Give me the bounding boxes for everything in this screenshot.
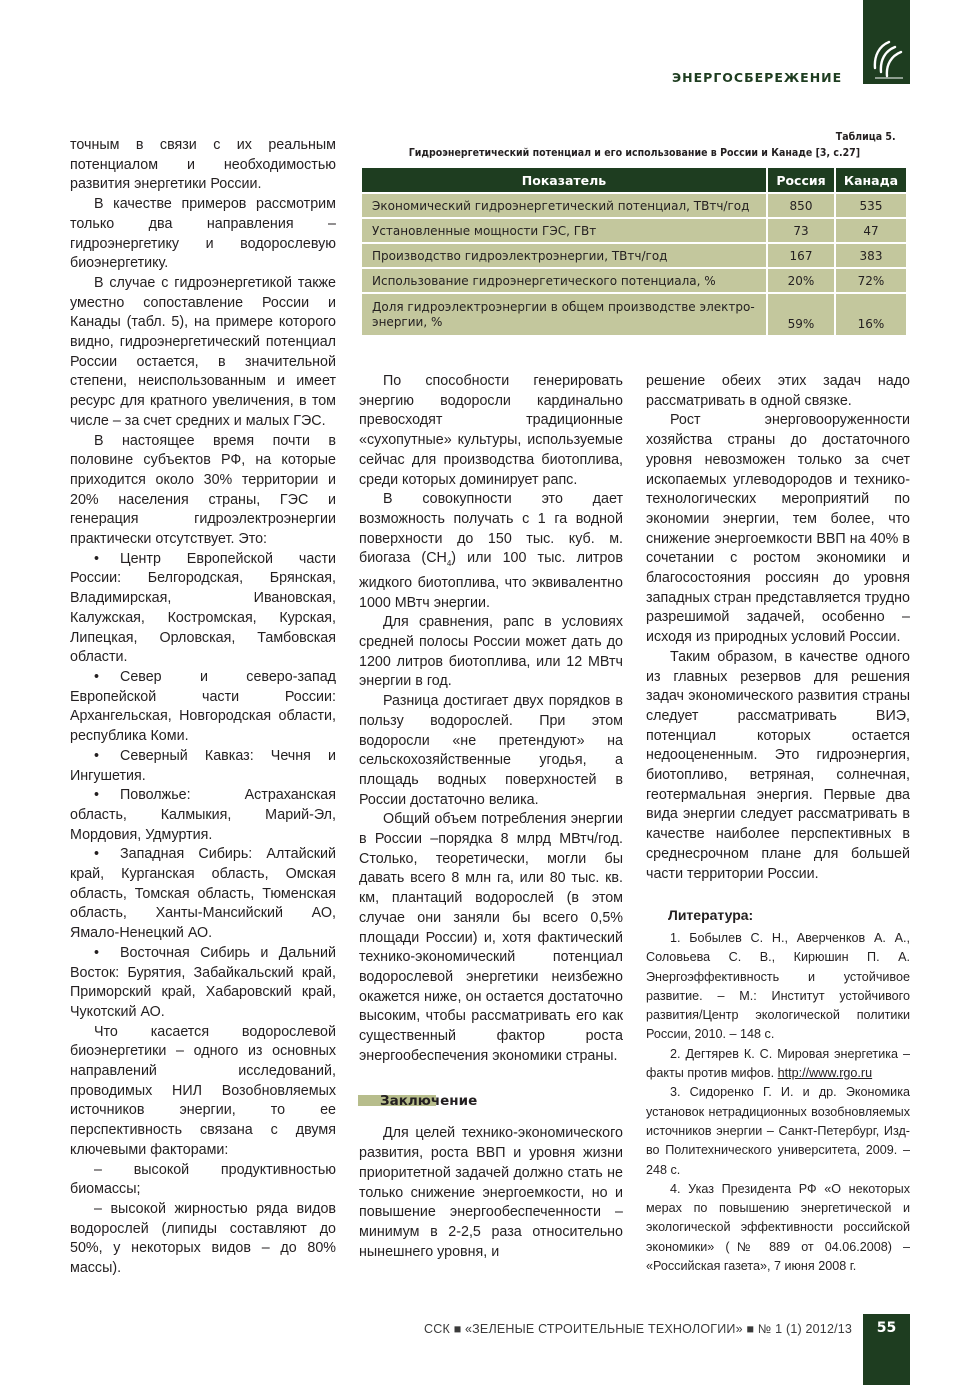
paragraph: – высокой жирностью ряда видов водорослей (липиды составляют до 50%, у некоторых видов – до 80% массы). xyxy=(70,1200,336,1277)
column-left xyxy=(70,136,336,1279)
cell-canada: 47 xyxy=(835,218,907,243)
table-row xyxy=(361,268,907,293)
table-title: Гидроэнергетический потенциал и его использование в России и Канаде [3, с.27] xyxy=(408,146,860,159)
column-header-indicator: Показатель xyxy=(361,167,767,193)
table-row xyxy=(361,193,907,218)
table-row xyxy=(361,243,907,268)
data-table xyxy=(360,166,908,337)
bullet-icon: • xyxy=(94,550,100,567)
table-number: Таблица 5. xyxy=(836,130,896,143)
bullet-icon: • xyxy=(94,747,100,764)
cell-russia: 20% xyxy=(767,268,835,293)
column-header-canada: Канада xyxy=(835,167,907,193)
paragraph: Для сравнения, рапс в условиях средней полосы России может дать до 1200 литров биотоплива, или 12 МВтч энергии в год. xyxy=(359,614,623,690)
bullet-item: • Север и северо-запад Европейской части России: Архангельская, Новгородская области, республика Коми. xyxy=(70,668,336,745)
paragraph: точным в связи с их реальным потенциалом и необходимостью развития энергетики России. xyxy=(70,137,336,193)
cell-indicator: Производство гидроэлектроэнергии, ТВтч/год xyxy=(361,243,767,268)
bullet-item: • Центр Европейской части России: Белгородская, Брянская, Владимирская, Ивановская, Калужская, Костромская, Курская, Липецкая, Орловская, Тамбовская области. xyxy=(70,550,336,666)
page-number: 55 xyxy=(876,1320,897,1336)
cell-canada: 16% xyxy=(835,293,907,336)
cell-russia: 167 xyxy=(767,243,835,268)
cell-russia: 73 xyxy=(767,218,835,243)
paragraph: Для целей технико-экономического развития, роста ВВП и уровня жизни приоритетной задачей должно стать не только снижение энергоемкости, но и повышение энергообеспеченности – минимум в 2-2,5 раза относительно нынешнего уровня, и xyxy=(359,1125,623,1260)
reference-item: 2. Дегтярев К. С. Мировая энергетика – факты против мифов. http://www.rgo.ru xyxy=(646,1046,910,1081)
bullet-item: • Восточная Сибирь и Дальний Восток: Бурятия, Забайкальский край, Приморский край, Хабаровский край, Чукотский АО. xyxy=(70,944,336,1020)
cell-canada: 383 xyxy=(835,243,907,268)
column-middle xyxy=(359,372,623,1262)
paragraph: В настоящее время почти в половине субъектов РФ, на которые приходится около 30% территории и 20% населения страны, ГЭС и генерация гидроэлектроэнергии практически отсутствует. Это: xyxy=(70,432,336,548)
paragraph: – высокой продуктивностью биомассы; xyxy=(70,1161,336,1198)
table-row xyxy=(361,218,907,243)
footer-journal-info: ССК ■ «ЗЕЛЕНЫЕ СТРОИТЕЛЬНЫЕ ТЕХНОЛОГИИ» ■ № 1 (1) 2012/13 xyxy=(424,1322,853,1336)
paragraph: решение обеих этих задач надо рассматривать в одной связке. xyxy=(646,373,910,409)
bullet-icon: • xyxy=(94,668,100,685)
bullet-item: • Северный Кавказ: Чечня и Ингушетия. xyxy=(70,747,336,784)
cell-canada: 535 xyxy=(835,193,907,218)
cell-indicator: Установленные мощности ГЭС, ГВт xyxy=(361,218,767,243)
paragraph: Рост энерговооруженности хозяйства страны до достаточного уровня невозможен только за счет ископаемых углеводородов и технико-технологических мероприятий по экономии энергии, тем более, что снижение энергоемкости ВВП на 40% в сочетании с ростом экономики и благосостояния россиян до уровня западных стран представляется трудно разрешимой задачей, особенно – исходя из природных условий России. xyxy=(646,412,910,646)
paragraph: Общий объем потребления энергии в России –порядка 8 млрд МВтч/год. Столько, теоретически, могли бы давать всего 8 млн га, или 80 тыс. кв. км, плантаций водорослей (в этом случае они заняли бы всего 0,5% площади России) и, хотя фактический технико-экономический потенциал водорослевой энергетики неизбежно окажется ниже, он остается достаточно высоким, чтобы рассматривать его как существенный фактор роста энергообеспечения экономики страны. xyxy=(359,811,623,1064)
bullet-icon: • xyxy=(94,787,100,804)
table-row xyxy=(361,293,907,336)
references-heading: Литература: xyxy=(668,907,754,924)
page-number-tab xyxy=(863,1314,910,1385)
table-header-row xyxy=(361,167,907,193)
leaf-stripes-icon xyxy=(869,38,905,80)
bullet-icon: • xyxy=(94,846,100,863)
conclusion-heading: Заключение xyxy=(358,1092,623,1110)
column-header-russia: Россия xyxy=(767,167,835,193)
paragraph: По способности генерировать энергию водоросли кардинально превосходят традиционные «сухопутные» культуры, используемые сейчас для производства биотоплива, среди которых доминирует рапс. xyxy=(359,373,623,488)
column-right xyxy=(646,372,910,1276)
cell-indicator: Доля гидроэлектроэнергии в общем производстве электро-энергии, % xyxy=(361,293,767,336)
reference-link[interactable]: http://www.rgo.ru xyxy=(777,1066,873,1081)
reference-item: 3. Сидоренко Г. И. и др. Экономика установок нетрадиционных возобновляемых источников энергии – Санкт-Петербург, Изд-во Политехнического университета, 2009. – 248 с. xyxy=(646,1085,910,1177)
paragraph: В случае с гидроэнергетикой также уместно сопоставление России и Канады (табл. 5), на примере которого видно, гидроэнергетический потенциал России остается, в значительной степени, неиспользованным и имеет ресурс для кратного увеличения, в том числе – за счет средних и малых ГЭС. xyxy=(70,274,336,429)
bullet-item: • Западная Сибирь: Алтайский край, Курганская область, Омская область, Томская область, Тюменская область, Ханты-Мансийский АО, Ямало-Ненецкий АО. xyxy=(70,846,336,942)
bullet-icon: • xyxy=(94,944,100,961)
cell-russia: 59% xyxy=(767,293,835,336)
bullet-item: • Поволжье: Астраханская область, Калмыкия, Марий-Эл, Мордовия, Удмуртия. xyxy=(70,787,336,843)
cell-canada: 72% xyxy=(835,268,907,293)
reference-item: 4. Указ Президента РФ «О некоторых мерах по повышению энергетической и экологической эффективности российской экономики» (№ 889 от 04.06.2008) – «Российская газета», 7 июня 2008 г. xyxy=(646,1181,910,1274)
paragraph: Что касается водорослевой биоэнергетики – одного из основных направлений исследований, проводимых НИЛ Возобновляемых источников энергии, то ее перспективность связана с двумя ключевыми факторами: xyxy=(70,1023,336,1158)
section-title: ЭНЕРГОСБЕРЕЖЕНИЕ xyxy=(672,70,843,85)
cell-russia: 850 xyxy=(767,193,835,218)
paragraph: Разница достигает двух порядков в пользу водорослей. При этом водоросли «не претендуют» на сельскохозяйственные угодья, а площадь водных поверхностей в России достаточно велика. xyxy=(359,693,623,808)
paragraph: В качестве примеров рассмотрим только два направления – гидроэнергетику и водорослевую биоэнергетику. xyxy=(70,196,336,272)
paragraph: В совокупности это дает возможность получать с 1 га водной поверхности до 150 тыс. куб. м. биогаза $(CH_4)$ или 100 тыс. литров жидкого биотоплива, что эквивалентно 1000 МВтч энергии. xyxy=(359,491,623,611)
cell-indicator: Использование гидроэнергетического потенциала, % xyxy=(361,268,767,293)
reference-item: 1. Бобылев С. Н., Аверченков А. А., Соловьева С. В., Кирюшин П. А. Энергоэффективность и устойчивое развитие. – М.: Институт устойчивого развития/Центр экологической политики России, 2010. – 148 с. xyxy=(646,930,910,1042)
cell-indicator: Экономический гидроэнергетический потенциал, ТВтч/год xyxy=(361,193,767,218)
header-logo-tab xyxy=(863,0,910,84)
paragraph: Таким образом, в качестве одного из главных резервов для решения задач экономического развития страны следует рассматривать ВИЭ, потенциал которых остается недооцененным. Это гидроэнергия, биотопливо, ветряная, солнечная, геотермальная энергия. Первые два вида энергии следует рассматривать в качестве наиболее перспективных в среднесрочном плане для большей части территории России. xyxy=(646,648,910,882)
